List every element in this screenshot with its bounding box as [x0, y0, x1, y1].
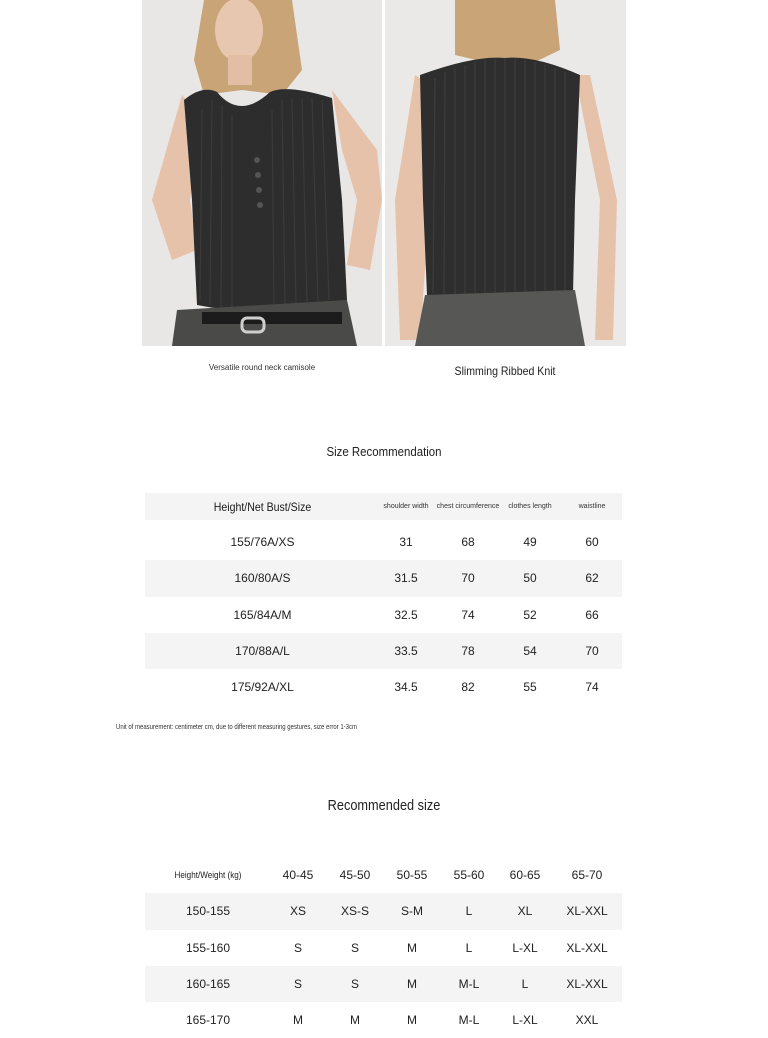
recommended-size-table	[145, 857, 622, 1038]
row-size: 175/92A/XL	[231, 680, 294, 695]
row-size: S	[293, 940, 302, 955]
header-weight-range: 50-55	[396, 868, 428, 883]
row-size: XXL	[575, 1013, 599, 1028]
row-size: M	[407, 977, 417, 992]
table-header-row	[145, 493, 622, 520]
row-height: 160-165	[185, 977, 231, 992]
row-waist: 66	[585, 607, 599, 622]
table-row	[145, 1002, 622, 1038]
row-shoulder: 34.5	[394, 680, 418, 695]
header-shoulder-width: shoulder width	[383, 502, 429, 510]
model-back-image	[385, 0, 626, 346]
row-size: S	[350, 940, 359, 955]
row-size: M-L	[458, 977, 480, 992]
row-size: M	[293, 1013, 303, 1028]
size-recommendation-table	[145, 493, 622, 705]
row-size: S	[293, 977, 302, 992]
row-chest: 70	[461, 571, 475, 586]
caption-ribbed-knit: Slimming Ribbed Knit	[454, 364, 556, 378]
table-row	[145, 633, 622, 669]
row-height: 165-170	[185, 1013, 231, 1028]
row-size: S	[350, 977, 359, 992]
row-size: M	[407, 940, 417, 955]
header-clothes-length: clothes length	[508, 502, 552, 510]
row-chest: 68	[461, 535, 475, 550]
row-shoulder: 31.5	[394, 571, 418, 586]
caption-round-neck: Versatile round neck camisole	[208, 363, 316, 372]
row-size: L	[521, 977, 529, 992]
header-weight-range: 40-45	[282, 868, 314, 883]
recommended-size-title: Recommended size	[327, 797, 441, 814]
row-size: XL	[517, 904, 533, 919]
row-size: M-L	[458, 1013, 480, 1028]
row-chest: 74	[461, 607, 475, 622]
row-length: 54	[523, 644, 537, 659]
row-chest: 78	[461, 644, 475, 659]
header-weight-range: 45-50	[339, 868, 371, 883]
header-weight-range: 60-65	[509, 868, 541, 883]
model-front-image	[142, 0, 382, 346]
row-waist: 70	[585, 644, 599, 659]
row-shoulder: 31	[399, 535, 413, 550]
table-row	[145, 893, 622, 929]
row-length: 49	[523, 535, 537, 550]
table-row	[145, 930, 622, 966]
row-waist: 74	[585, 680, 599, 695]
row-size: L-XL	[512, 1013, 538, 1028]
row-size: 155/76A/XS	[230, 535, 295, 550]
row-size: XS	[289, 904, 306, 919]
row-size: L-XL	[512, 940, 538, 955]
product-photo-front	[142, 0, 382, 346]
table-row	[145, 966, 622, 1002]
header-waistline: waistline	[578, 502, 606, 510]
row-size: XL-XXL	[566, 977, 608, 992]
measurement-note: Unit of measurement: centimeter cm, due to different measuring gestures, size error 1-3cm	[116, 722, 357, 731]
table-header-row	[145, 857, 622, 893]
table-row	[145, 597, 622, 633]
table-row	[145, 560, 622, 596]
row-size: L	[465, 904, 473, 919]
table-row	[145, 669, 622, 705]
row-length: 50	[523, 571, 537, 586]
row-height: 155-160	[185, 940, 231, 955]
header-height-weight: Height/Weight (kg)	[174, 870, 242, 881]
product-photo-back	[385, 0, 626, 346]
row-size: XS-S	[340, 904, 369, 919]
row-chest: 82	[461, 680, 475, 695]
row-size: 165/84A/M	[233, 607, 292, 622]
row-height: 150-155	[185, 904, 231, 919]
row-size: L	[465, 940, 473, 955]
header-weight-range: 65-70	[571, 868, 603, 883]
row-size: S-M	[401, 904, 423, 919]
header-height-bust-size: Height/Net Bust/Size	[213, 499, 312, 514]
row-size: 160/80A/S	[234, 571, 291, 586]
table-row	[145, 524, 622, 560]
row-size: XL-XXL	[566, 940, 608, 955]
header-weight-range: 55-60	[453, 868, 485, 883]
row-waist: 60	[585, 535, 599, 550]
row-waist: 62	[585, 571, 599, 586]
header-chest-circumference: chest circumference	[436, 502, 500, 510]
row-length: 55	[523, 680, 537, 695]
row-size: M	[407, 1013, 417, 1028]
row-size: XL-XXL	[566, 904, 608, 919]
row-size: 170/88A/L	[235, 644, 290, 659]
row-size: M	[350, 1013, 360, 1028]
row-shoulder: 32.5	[394, 607, 418, 622]
row-shoulder: 33.5	[394, 644, 418, 659]
size-recommendation-title: Size Recommendation	[326, 444, 442, 459]
row-length: 52	[523, 607, 537, 622]
